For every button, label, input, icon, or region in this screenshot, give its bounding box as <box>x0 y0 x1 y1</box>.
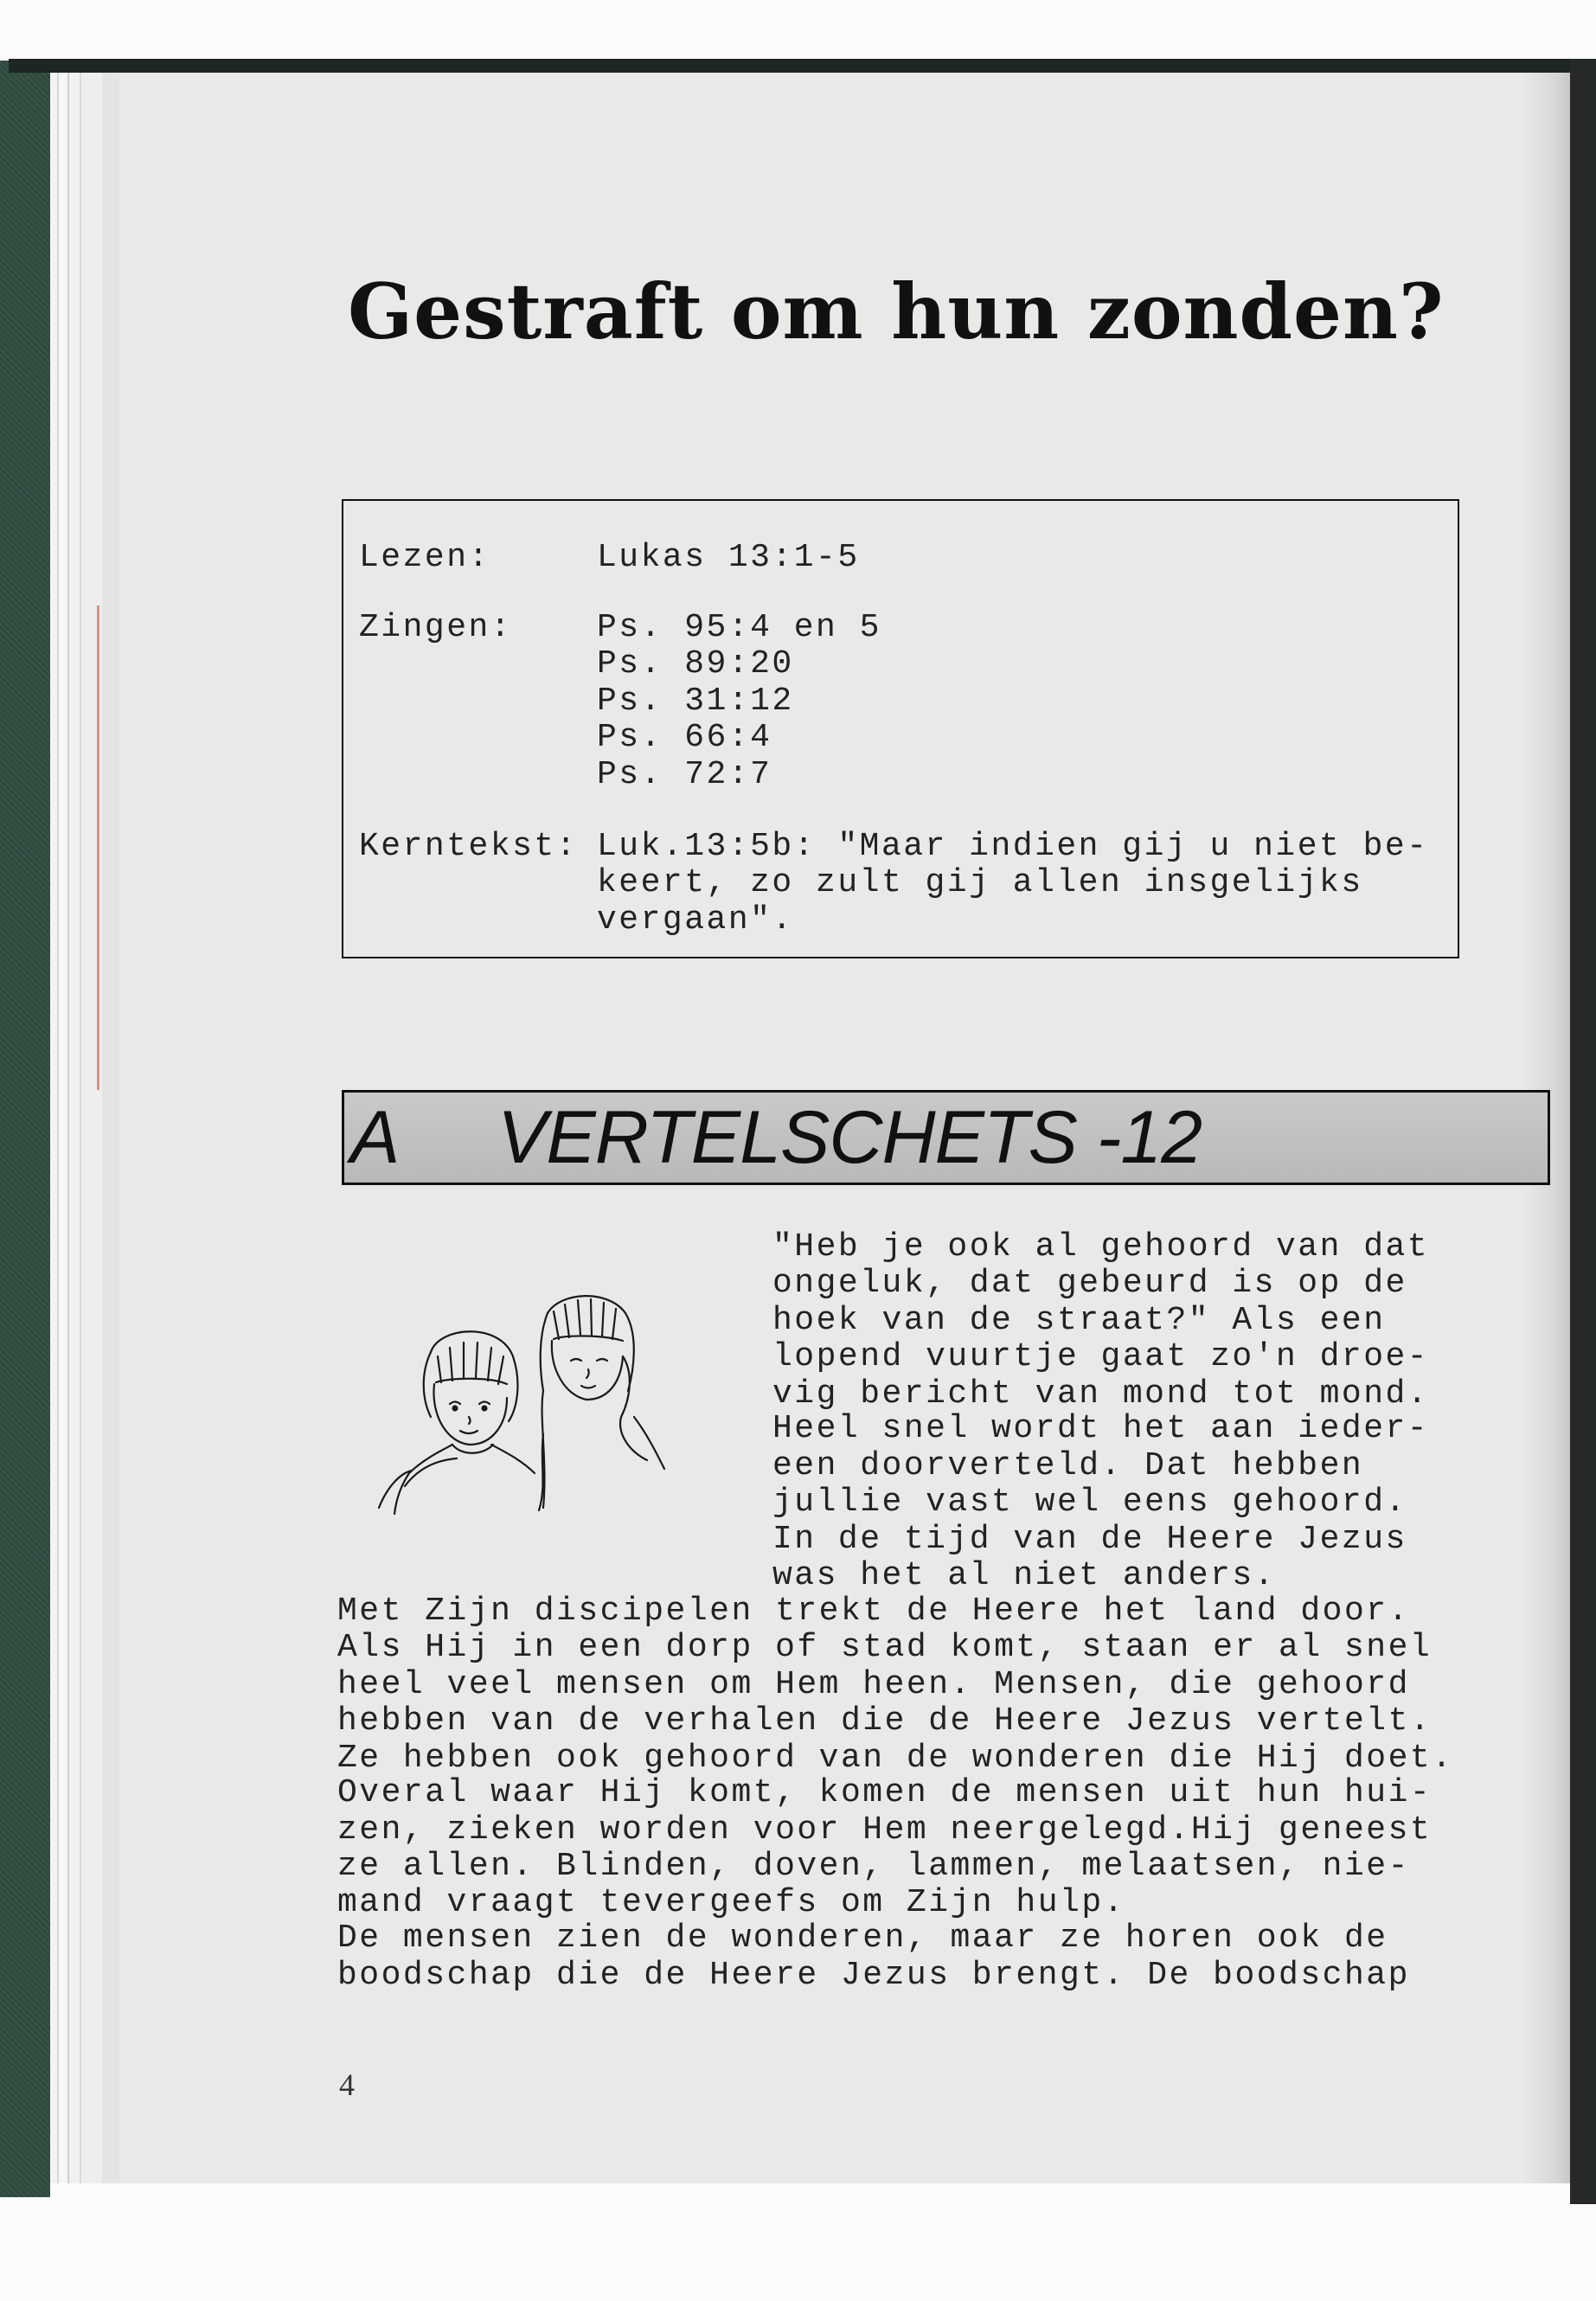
page-edges <box>50 73 119 2183</box>
zingen-value: Ps. 95:4 en 5 <box>597 609 881 646</box>
section-letter: A <box>350 1096 400 1179</box>
zingen-value: Ps. 66:4 <box>597 719 772 756</box>
lezen-value: Lukas 13:1-5 <box>597 539 860 576</box>
story-line: vig bericht van mond tot mond. <box>772 1375 1430 1413</box>
story-line: In de tijd van de Heere Jezus <box>772 1521 1407 1558</box>
kerntekst-line: Luk.13:5b: "Maar indien gij u niet be- <box>597 828 1429 865</box>
zingen-label: Zingen: <box>359 609 513 646</box>
section-heading: VERTELSCHETS -12 <box>497 1096 1202 1179</box>
story-line: Heel snel wordt het aan ieder- <box>772 1410 1430 1447</box>
zingen-value: Ps. 31:12 <box>597 683 794 720</box>
story-line: Overal waar Hij komt, komen de mensen uit hun hui- <box>337 1774 1433 1811</box>
story-line: ze allen. Blinden, doven, lammen, melaatsen, nie- <box>337 1848 1410 1885</box>
story-line: mand vraagt tevergeefs om Zijn hulp. <box>337 1884 1125 1921</box>
book-top-edge <box>9 59 1596 73</box>
two-children-drawing-icon <box>370 1287 673 1516</box>
story-line: hebben van de verhalen die de Heere Jezus vertelt. <box>337 1702 1433 1740</box>
story-line: boodschap die de Heere Jezus brengt. De boodschap <box>337 1957 1410 1994</box>
story-line: lopend vuurtje gaat zo'n droe- <box>772 1338 1430 1375</box>
story-line: ongeluk, dat gebeurd is op de <box>772 1265 1407 1302</box>
story-line: De mensen zien de wonderen, maar ze horen ook de <box>337 1920 1388 1957</box>
story-line: zen, zieken worden voor Hem neergelegd.Hij geneest <box>337 1811 1433 1849</box>
kerntekst-line: keert, zo zult gij allen insgelijks <box>597 864 1363 901</box>
story-line: een doorverteld. Dat hebben <box>772 1447 1364 1484</box>
lezen-label: Lezen: <box>359 539 490 576</box>
story-line: was het al niet anders. <box>772 1557 1276 1594</box>
story-line: Als Hij in een dorp of stad komt, staan er al snel <box>337 1629 1433 1666</box>
book-spine <box>0 61 50 2197</box>
story-line: heel veel mensen om Hem heen. Mensen, die gehoord <box>337 1666 1410 1703</box>
zingen-value: Ps. 72:7 <box>597 756 772 793</box>
page-title: Gestraft om hun zonden? <box>348 266 1445 356</box>
page-number: 4 <box>339 2067 355 2102</box>
book-right-edge <box>1570 59 1596 2204</box>
kerntekst-line: vergaan". <box>597 901 794 939</box>
zingen-value: Ps. 89:20 <box>597 645 794 683</box>
page-edge-mark <box>97 606 99 1090</box>
story-line: jullie vast wel eens gehoord. <box>772 1484 1407 1521</box>
story-line: Ze hebben ook gehoord van de wonderen die Hij doet. <box>337 1740 1454 1777</box>
story-line: Met Zijn discipelen trekt de Heere het land door. <box>337 1593 1410 1630</box>
story-line: "Heb je ook al gehoord van dat <box>772 1228 1430 1266</box>
kerntekst-label: Kerntekst: <box>359 828 579 865</box>
story-line: hoek van de straat?" Als een <box>772 1302 1386 1339</box>
